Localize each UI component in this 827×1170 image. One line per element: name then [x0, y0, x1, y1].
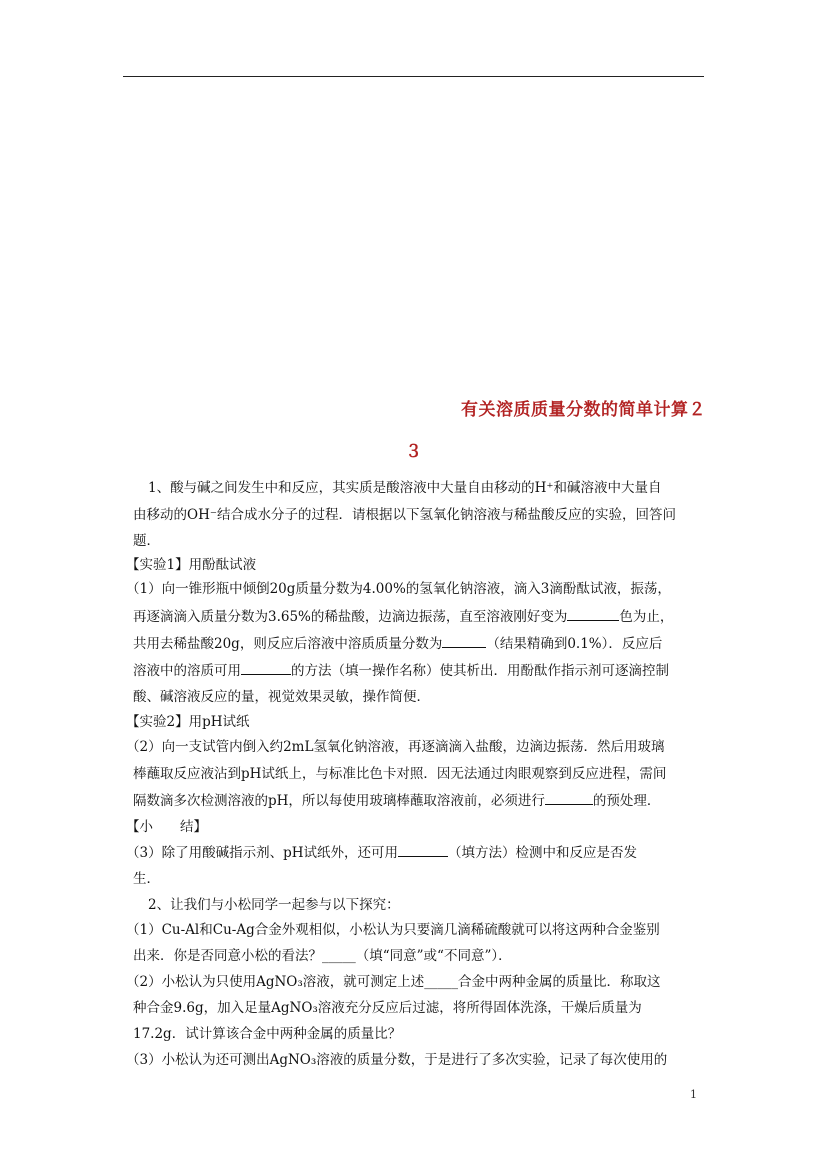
- q2-part2-line1: （2）小松认为只使用AgNO₃溶液，就可测定上述_____合金中两种金属的质量比．称取这: [126, 974, 661, 990]
- answer-blank-fraction[interactable]: [442, 633, 486, 648]
- q2-part3-line1: （3）小松认为还可测出AgNO₃溶液的质量分数，于是进行了多次实验，记录了每次使用的: [126, 1052, 668, 1068]
- q1-part1-line2: [133, 605, 673, 625]
- doc-title: 有关溶质质量分数的简单计算２: [461, 400, 706, 420]
- header-rule: [123, 76, 704, 77]
- doc-title-continued: ３: [405, 442, 422, 462]
- q3-text: （3）除了用酸碱指示剂、pH试纸外，还可用: [126, 845, 399, 861]
- q1-part3-line1: [126, 841, 637, 861]
- summary-heading: 【小 结】: [126, 819, 207, 835]
- answer-blank-detection[interactable]: [398, 842, 448, 857]
- q1-text: 的方法（填一操作名称）使其析出．用酚酞作指示剂可逐滴控制: [291, 663, 669, 679]
- q1-part3-line2: 生．: [133, 871, 160, 887]
- q3-text: （填方法）检测中和反应是否发: [448, 845, 638, 861]
- q1-part1-line3: [133, 632, 662, 652]
- q1-text: 溶液中的溶质可用: [133, 663, 241, 679]
- q2-part2-line2: 种合金9.6g，加入足量AgNO₃溶液充分反应后过滤，将所得固体洗涤，干燥后质量为: [133, 1000, 642, 1016]
- q2-text: 隔数滴多次检测溶液的pH，所以每使用玻璃棒蘸取溶液前，必须进行: [133, 793, 545, 809]
- q2-part1-line2: 出来．你是否同意小松的看法？_____（填“同意”或“不同意”）．: [133, 948, 512, 964]
- q1-part1-line5: 酸、碱溶液反应的量，视觉效果灵敏，操作简便．: [133, 689, 430, 705]
- q1-text: 色为止，: [619, 609, 674, 625]
- q1-part2-line2: 棒蘸取反应液沾到pH试纸上，与标准比色卡对照．因无法通过肉眼观察到反应进程，需间: [133, 766, 667, 782]
- page-number: 1: [690, 1088, 697, 1101]
- q1-part2-line3: [133, 789, 660, 809]
- q1-intro-line3: 题．: [133, 533, 160, 549]
- answer-blank-pretreatment[interactable]: [545, 790, 593, 805]
- experiment-1-heading: 【实验1】用酚酞试液: [126, 557, 257, 573]
- q1-part1-line1: （1）向一锥形瓶中倾倒20g质量分数为4.00%的氢氧化钠溶液，滴入3滴酚酞试液，振荡，: [126, 581, 671, 597]
- q1-intro-line1: 1、酸与碱之间发生中和反应，其实质是酸溶液中大量自由移动的H⁺和碱溶液中大量自: [148, 480, 662, 496]
- experiment-2-heading: 【实验2】用pH试纸: [126, 714, 250, 730]
- answer-blank-method[interactable]: [241, 660, 291, 675]
- answer-blank-color[interactable]: [567, 606, 619, 621]
- q1-text: 共用去稀盐酸20g，则反应后溶液中溶质质量分数为: [133, 636, 443, 652]
- q1-part1-line4: [133, 659, 669, 679]
- q2-part1-line1: （1）Cu-Al和Cu-Ag合金外观相似，小松认为只要滴几滴稀硫酸就可以将这两种合金鉴别: [126, 922, 660, 938]
- q2-text: 的预处理．: [592, 793, 661, 809]
- q1-part2-line1: （2）向一支试管内倒入约2mL氢氧化钠溶液，再逐滴滴入盐酸，边滴边振荡．然后用玻璃: [126, 739, 665, 755]
- q2-intro: 2、让我们与小松同学一起参与以下探究：: [148, 897, 400, 913]
- q1-intro-line2: 由移动的OH⁻结合成水分子的过程．请根据以下氢氧化钠溶液与稀盐酸反应的实验，回答问: [133, 507, 676, 523]
- q1-text: （结果精确到0.1%）．反应后: [486, 636, 663, 652]
- q2-part2-line3: 17.2g．试计算该合金中两种金属的质量比？: [133, 1026, 402, 1042]
- q1-text: 再逐滴滴入质量分数为3.65%的稀盐酸，边滴边振荡，直至溶液刚好变为: [133, 609, 568, 625]
